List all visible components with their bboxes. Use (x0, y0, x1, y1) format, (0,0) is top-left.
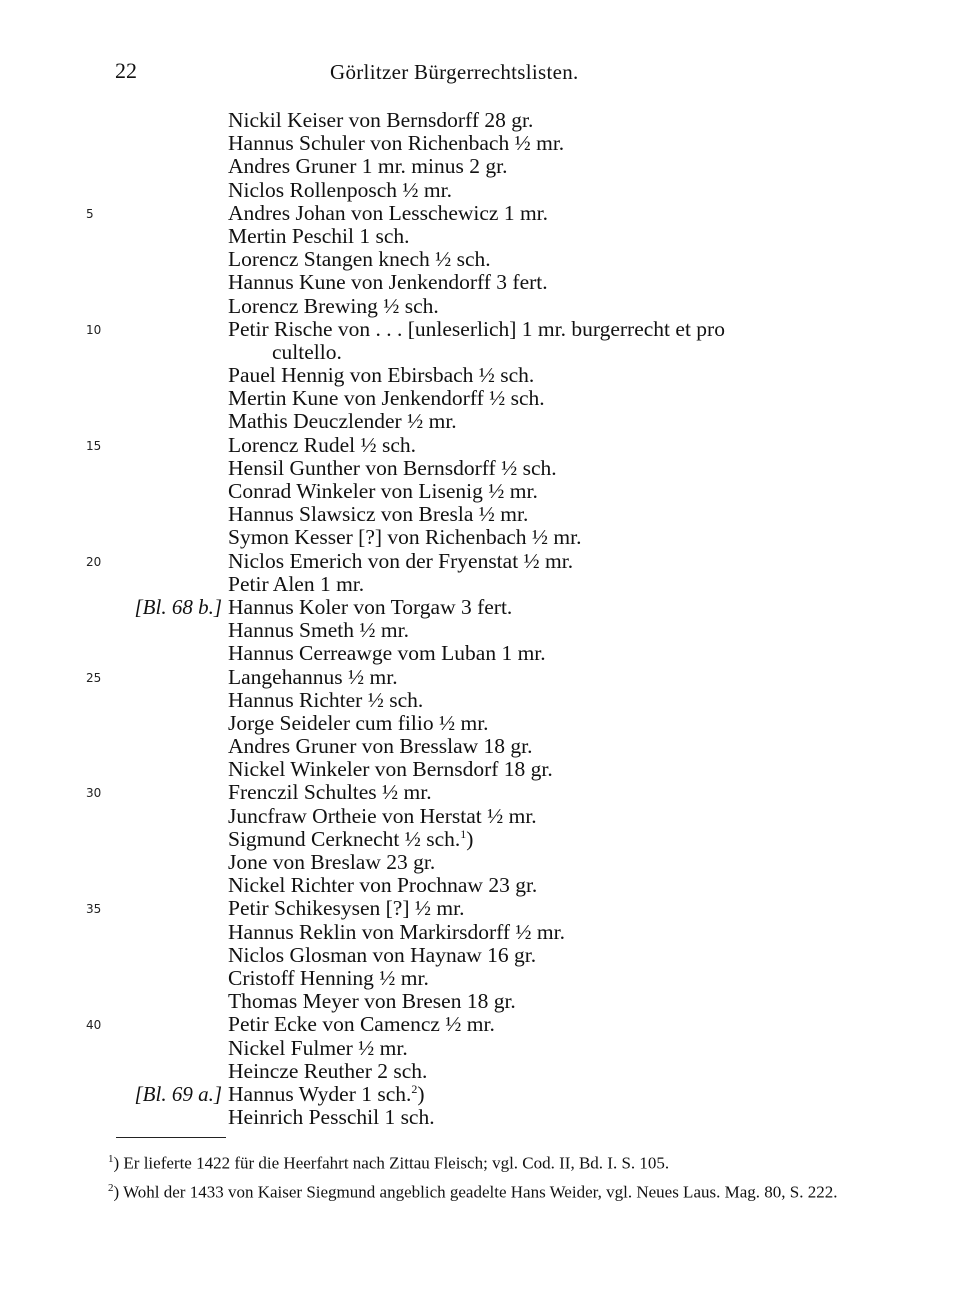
folio-reference: [Bl. 68 b.] (134, 594, 222, 619)
entry-name: Lorencz Rudel ½ sch. (228, 432, 417, 457)
entry-name: Hannus Slawsicz von Bresla ½ mr. (228, 502, 529, 527)
list-item (0, 827, 960, 850)
entry-text (228, 131, 564, 156)
list-item (0, 966, 960, 989)
entry-name: Mertin Kune von Jenkendorff ½ sch. (228, 386, 545, 411)
entry-text (228, 108, 533, 133)
entry-text (228, 595, 512, 620)
line-number: 25 (86, 670, 102, 685)
entry-text (272, 340, 342, 365)
entry-text (228, 665, 398, 690)
list-item (0, 1082, 960, 1105)
entry-text (228, 572, 364, 597)
list-item (0, 873, 960, 896)
entry-name: Hensil Gunther von Bernsdorff ½ sch. (228, 455, 557, 480)
footnote-number: 2 (108, 1181, 114, 1194)
entry-text (228, 317, 725, 342)
entry-name: Niclos Glosman von Haynaw 16 gr. (228, 942, 537, 967)
page-header (0, 58, 960, 88)
list-item (0, 780, 960, 803)
list-item (0, 317, 960, 340)
entry-name: Symon Kesser [?] von Richenbach ½ mr. (228, 525, 582, 550)
line-number: 15 (86, 438, 102, 453)
entry-name: cultello. (272, 339, 342, 364)
line-number: 20 (86, 554, 102, 569)
list-item (0, 409, 960, 432)
list-item (0, 549, 960, 572)
entry-text (228, 618, 409, 643)
list-item (0, 943, 960, 966)
entry-name: Niclos Emerich von der Fryenstat ½ mr. (228, 548, 574, 573)
entry-name: Hannus Koler von Torgaw 3 fert. (228, 594, 513, 619)
entry-text (228, 966, 429, 991)
footnote (108, 1148, 838, 1175)
list-item (0, 270, 960, 293)
list-item (0, 502, 960, 525)
list-item (0, 247, 960, 270)
entry-name: Lorencz Stangen knech ½ sch. (228, 247, 491, 272)
line-number: 10 (86, 322, 102, 337)
list-item (0, 618, 960, 641)
list-item (0, 1105, 960, 1128)
entry-name: Hannus Smeth ½ mr. (228, 618, 409, 643)
footnote (108, 1177, 838, 1204)
entry-name: Langehannus ½ mr. (228, 664, 398, 689)
entry-name: Hannus Richter ½ sch. (228, 687, 424, 712)
list-item (0, 108, 960, 131)
entry-name: Cristoff Henning ½ mr. (228, 965, 429, 990)
list-item (0, 734, 960, 757)
footnote-divider (116, 1137, 226, 1138)
entry-text (228, 1036, 408, 1061)
entry-text (228, 479, 538, 504)
list-item (0, 131, 960, 154)
entry-text (228, 1105, 435, 1130)
entry-name: Lorencz Brewing ½ sch. (228, 293, 439, 318)
entry-text (228, 386, 545, 411)
list-item (0, 1059, 960, 1082)
entry-name: Hannus Reklin von Markirsdorff ½ mr. (228, 919, 565, 944)
list-item (0, 711, 960, 734)
entry-text (228, 224, 410, 249)
running-title: Görlitzer Bürgerrechtslisten. (330, 60, 579, 84)
entry-name: Hannus Cerreawge vom Luban 1 mr. (228, 641, 546, 666)
entry-name: Conrad Winkeler von Lisenig ½ mr. (228, 479, 538, 503)
line-number: 5 (86, 206, 94, 221)
entry-text (228, 641, 546, 666)
entry-text (228, 989, 516, 1014)
line-number: 40 (86, 1018, 102, 1033)
entry-name: Heincze Reuther 2 sch. (228, 1058, 428, 1083)
entry-text (228, 804, 537, 829)
list-item (0, 804, 960, 827)
entry-name: Niclos Rollenposch ½ mr. (228, 177, 452, 202)
entry-text (228, 780, 432, 805)
entry-name: Nickil Keiser von Bernsdorff 28 gr. (228, 108, 534, 132)
footnote-marker: 1 (460, 826, 467, 841)
entry-text (228, 525, 581, 550)
list-item (0, 340, 960, 363)
list-item (0, 641, 960, 664)
footnote-marker: 2 (411, 1081, 418, 1096)
entry-name: Hannus Wyder 1 sch. (228, 1081, 412, 1106)
entry-name: Andres Gruner 1 mr. minus 2 gr. (228, 154, 508, 179)
entry-text (228, 896, 464, 921)
entry-text (228, 178, 452, 203)
entry-text (228, 549, 573, 574)
line-number: 30 (86, 786, 102, 801)
list-item (0, 1036, 960, 1059)
entry-name: Frenczil Schultes ½ mr. (228, 780, 432, 805)
entry-text (228, 711, 489, 736)
entry-name: Petir Ecke von Camencz ½ mr. (228, 1012, 495, 1037)
folio-reference: [Bl. 69 a.] (134, 1081, 222, 1106)
list-item (0, 525, 960, 548)
entry-name: Andres Gruner von Bresslaw 18 gr. (228, 734, 533, 759)
entry-text (228, 502, 528, 527)
entry-text (228, 456, 557, 481)
entry-name: Petir Schikesysen [?] ½ mr. (228, 896, 465, 921)
list-item (0, 178, 960, 201)
entry-name: Hannus Schuler von Richenbach ½ mr. (228, 131, 565, 156)
list-item (0, 989, 960, 1012)
list-item (0, 850, 960, 873)
entry-name: Pauel Hennig von Ebirsbach ½ sch. (228, 363, 535, 388)
page-number: 22 (115, 58, 137, 83)
entry-text (228, 433, 416, 458)
entry-name: Petir Rische von . . . [unleserlich] 1 mr. burgerrecht et pro (228, 316, 725, 341)
entry-name: Mathis Deuczlender ½ mr. (228, 409, 457, 434)
list-item (0, 456, 960, 479)
list-item (0, 920, 960, 943)
entry-text (228, 201, 548, 226)
entry-name: Hannus Kune von Jenkendorff 3 fert. (228, 270, 548, 295)
entry-name: Andres Johan von Lesschewicz 1 mr. (228, 200, 549, 225)
list-item (0, 688, 960, 711)
entry-name: Nickel Winkeler von Bernsdorf 18 gr. (228, 757, 553, 782)
entry-text (228, 850, 435, 875)
entry-name: Jone von Breslaw 23 gr. (228, 850, 436, 874)
footnote-paren: ) (466, 826, 474, 851)
list-item (0, 595, 960, 618)
entry-name: Jorge Seideler cum filio ½ mr. (228, 710, 489, 735)
list-item (0, 433, 960, 456)
footnote-paren: ) (417, 1081, 425, 1106)
entry-name: Nickel Fulmer ½ mr. (228, 1035, 408, 1060)
entry-text (228, 943, 536, 968)
list-item (0, 201, 960, 224)
entry-text (228, 757, 553, 782)
entry-text (228, 1082, 425, 1107)
entry-list (0, 108, 960, 1128)
list-item (0, 363, 960, 386)
entry-text (228, 1012, 495, 1037)
footnotes (108, 1148, 838, 1205)
list-item (0, 154, 960, 177)
list-item (0, 896, 960, 919)
entry-text (228, 294, 439, 319)
entry-name: Heinrich Pesschil 1 sch. (228, 1105, 435, 1130)
entry-name: Juncfraw Ortheie von Herstat ½ mr. (228, 803, 537, 828)
entry-text (228, 1059, 427, 1084)
list-item (0, 665, 960, 688)
list-item (0, 224, 960, 247)
list-item (0, 1012, 960, 1035)
footnote-text: ) Er lieferte 1422 für die Heerfahrt nach Zittau Fleisch; vgl. Cod. II, Bd. I. S. 105. (113, 1153, 670, 1173)
entry-name: Nickel Richter von Prochnaw 23 gr. (228, 873, 538, 898)
list-item (0, 294, 960, 317)
entry-text (228, 409, 457, 434)
footnote-text: ) Wohl der 1433 von Kaiser Siegmund angeblich geadelte Hans Weider, vgl. Neues Laus. Mag. 80, S. 222. (113, 1182, 838, 1202)
entry-name: Sigmund Cerknecht ½ sch. (228, 826, 461, 851)
footnote-number: 1 (108, 1153, 114, 1165)
entry-text (228, 247, 491, 272)
line-number: 35 (86, 902, 102, 917)
entry-text (228, 827, 473, 852)
entry-text (228, 154, 507, 179)
entry-text (228, 734, 533, 759)
list-item (0, 386, 960, 409)
entry-text (228, 873, 537, 898)
list-item (0, 479, 960, 502)
list-item (0, 572, 960, 595)
entry-text (228, 920, 565, 945)
entry-name: Thomas Meyer von Bresen 18 gr. (228, 989, 516, 1014)
entry-text (228, 363, 534, 388)
entry-name: Mertin Peschil 1 sch. (228, 223, 410, 248)
entry-text (228, 688, 423, 713)
entry-name: Petir Alen 1 mr. (228, 571, 365, 596)
entry-text (228, 270, 548, 295)
list-item (0, 757, 960, 780)
